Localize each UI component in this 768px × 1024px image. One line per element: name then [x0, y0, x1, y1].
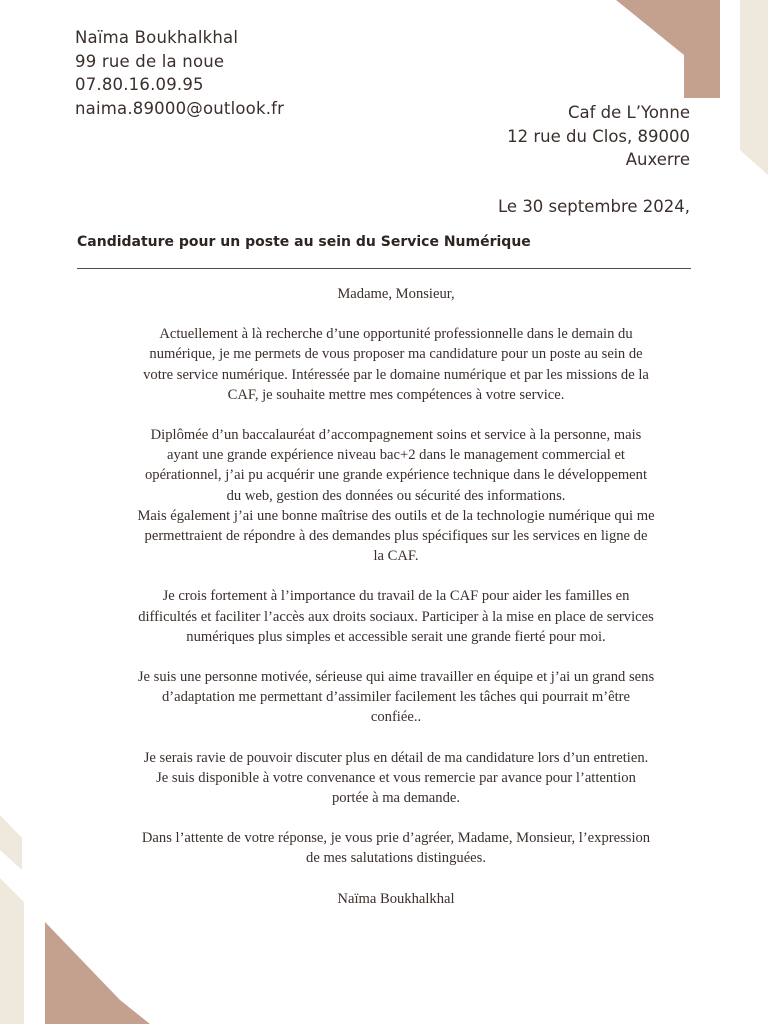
text-line: confiée.. [370, 709, 422, 726]
paragraph-6 [82, 828, 710, 868]
text-line: Je suis une personne motivée, sérieuse qui aime travailler en équipe et j’ai un grand sens [137, 669, 655, 686]
accent-shape-top-right [616, 0, 720, 98]
text-line: ayant une grande expérience niveau bac+2 dans le management commercial et [167, 447, 625, 464]
text-line: Je serais ravie de pouvoir discuter plus en détail de ma candidature lors d’un entretien. [143, 749, 649, 766]
text-line: la CAF. [373, 548, 419, 565]
salutation: Madame, Monsieur, [337, 286, 455, 302]
text-line: d’adaptation me permettant d’assimiler facilement les tâches qui pourrait m’être [161, 689, 631, 706]
text-line: Dans l’attente de votre réponse, je vous prie d’agréer, Madame, Monsieur, l’expression [141, 830, 651, 847]
text-line: opérationnel, j’ai pu acquérir une grande expérience technique dans le développement [144, 467, 648, 484]
cream-shape-top-right [740, 0, 768, 175]
text-line: Je suis disponible à votre convenance et vous remercie par avance pour l’attention [156, 769, 636, 786]
text-line: CAF, je souhaite mettre mes compétences à votre service. [227, 386, 565, 403]
text-line: portée à ma demande. [331, 790, 461, 807]
signature: Naïma Boukhalkhal [337, 890, 455, 907]
text-line: de mes salutations distinguées. [306, 850, 486, 867]
divider [77, 268, 691, 269]
letter-body [82, 284, 710, 909]
text-line: numériques plus simples et accessible serait une grande fierté pour moi. [186, 628, 606, 645]
text-line: du web, gestion des données ou sécurité des informations. [226, 487, 566, 504]
text-line: Diplômée d’un baccalauréat d’accompagnement soins et service à la personne, mais [150, 427, 642, 444]
paragraph-3 [82, 586, 710, 647]
cream-shape-bottom-left-2 [0, 878, 24, 1024]
text-line: votre service numérique. Intéressée par le domaine numérique et par les missions de la [143, 366, 649, 383]
paragraph-2 [82, 425, 710, 566]
text-line: permettraient de répondre à des demandes plus spécifiques sur les services en ligne de [144, 528, 648, 545]
recipient-city: Auxerre [625, 150, 690, 169]
text-line: Mais également j’ai une bonne maîtrise des outils et de la technologie numérique qui me [137, 507, 655, 524]
text-line: Je crois fortement à l’importance du travail de la CAF pour aider les familles en [162, 588, 630, 605]
text-line: numérique, je me permets de vous proposer ma candidature pour un poste au sein de [149, 346, 643, 363]
sender-email: naima.89000@outlook.fr [75, 98, 285, 118]
text-line: Actuellement à là recherche d’une opportunité professionnelle dans le demain du [159, 326, 633, 343]
sender-address: 99 rue de la noue [75, 51, 225, 71]
paragraph-4 [82, 667, 710, 728]
letter-subject: Candidature pour un poste au sein du Service Numérique [77, 234, 531, 250]
paragraph-5 [82, 748, 710, 809]
sender-name: Naïma Boukhalkhal [75, 28, 239, 47]
sender-block [75, 26, 284, 120]
sender-phone: 07.80.16.09.95 [75, 75, 204, 94]
paragraph-1 [82, 324, 710, 405]
recipient-block [507, 101, 690, 172]
recipient-street: 12 rue du Clos, 89000 [507, 126, 690, 146]
text-line: difficultés et faciliter l’accès aux droits sociaux. Participer à la mise en place de services [138, 608, 654, 625]
recipient-name: Caf de L’Yonne [567, 103, 690, 122]
cream-shape-bottom-left [0, 815, 22, 870]
letter-date: Le 30 septembre 2024, [498, 197, 690, 216]
accent-shape-bottom-left [45, 922, 150, 1024]
